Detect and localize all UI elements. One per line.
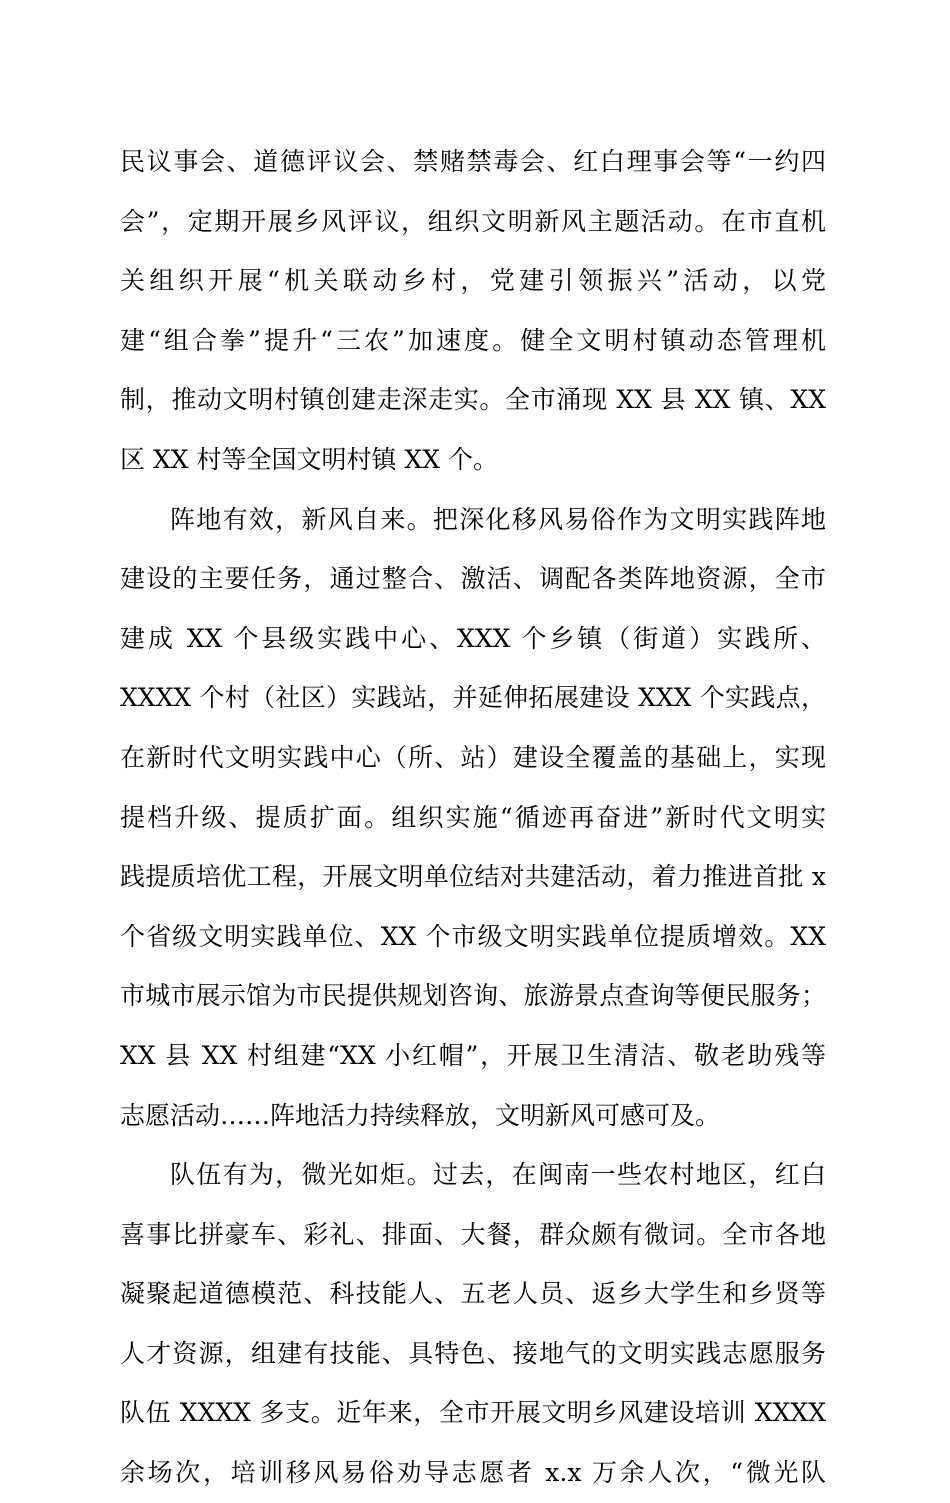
text-line: XXXX 个村（社区）实践站，并延伸拓展建设 XXX 个实践点，	[120, 683, 826, 713]
text-line: 市城市展示馆为市民提供规划咨询、旅游景点查询等便民服务；	[120, 981, 826, 1011]
text-line: 喜事比拼豪车、彩礼、排面、大餐，群众颇有微词。全市各地	[120, 1219, 826, 1249]
text-line: 凝聚起道德模范、科技能人、五老人员、返乡大学生和乡贤等	[120, 1279, 826, 1309]
text-line: 关组织开展“机关联动乡村，党建引领振兴”活动，以党	[120, 266, 826, 296]
text-line: 在新时代文明实践中心（所、站）建设全覆盖的基础上，实现	[120, 742, 826, 772]
text-line: 人才资源，组建有技能、具特色、接地气的文明实践志愿服务	[120, 1338, 826, 1368]
text-line: 建成 XX 个县级实践中心、XXX 个乡镇（街道）实践所、	[120, 623, 826, 653]
text-line: 个省级文明实践单位、XX 个市级文明实践单位提质增效。XX	[120, 921, 826, 951]
text-line: XX 县 XX 村组建“XX 小红帽”，开展卫生清洁、敬老助残等	[120, 1040, 826, 1070]
text-line: 民议事会、道德评议会、禁赌禁毒会、红白理事会等“一约四	[120, 147, 826, 176]
text-line: 区 XX 村等全国文明村镇 XX 个。	[120, 444, 498, 474]
text-line: 余场次，培训移风易俗劝导志愿者 x.x 万余人次，“微光队	[120, 1458, 826, 1488]
text-line: 阵地有效，新风自来。把深化移风易俗作为文明实践阵地	[170, 504, 826, 534]
text-line: 建设的主要任务，通过整合、激活、调配各类阵地资源，全市	[120, 564, 826, 594]
text-line: 建“组合拳”提升“三农”加速度。健全文明村镇动态管理机	[120, 325, 826, 355]
body-text	[120, 132, 826, 1503]
text-line: 会”，定期开展乡风评议，组织文明新风主题活动。在市直机	[120, 206, 826, 236]
text-line: 队伍 XXXX 多支。近年来，全市开展文明乡风建设培训 XXXX	[120, 1398, 826, 1428]
text-line: 制，推动文明村镇创建走深走实。全市涌现 XX 县 XX 镇、XX	[120, 385, 826, 415]
text-line: 践提质培优工程，开展文明单位结对共建活动，着力推进首批 x	[120, 862, 826, 892]
text-line: 志愿活动……阵地活力持续释放，文明新风可感可及。	[120, 1100, 721, 1130]
text-line: 队伍有为，微光如炬。过去，在闽南一些农村地区，红白	[170, 1160, 826, 1190]
text-line: 提档升级、提质扩面。组织实施“循迹再奋进”新时代文明实	[120, 802, 826, 832]
